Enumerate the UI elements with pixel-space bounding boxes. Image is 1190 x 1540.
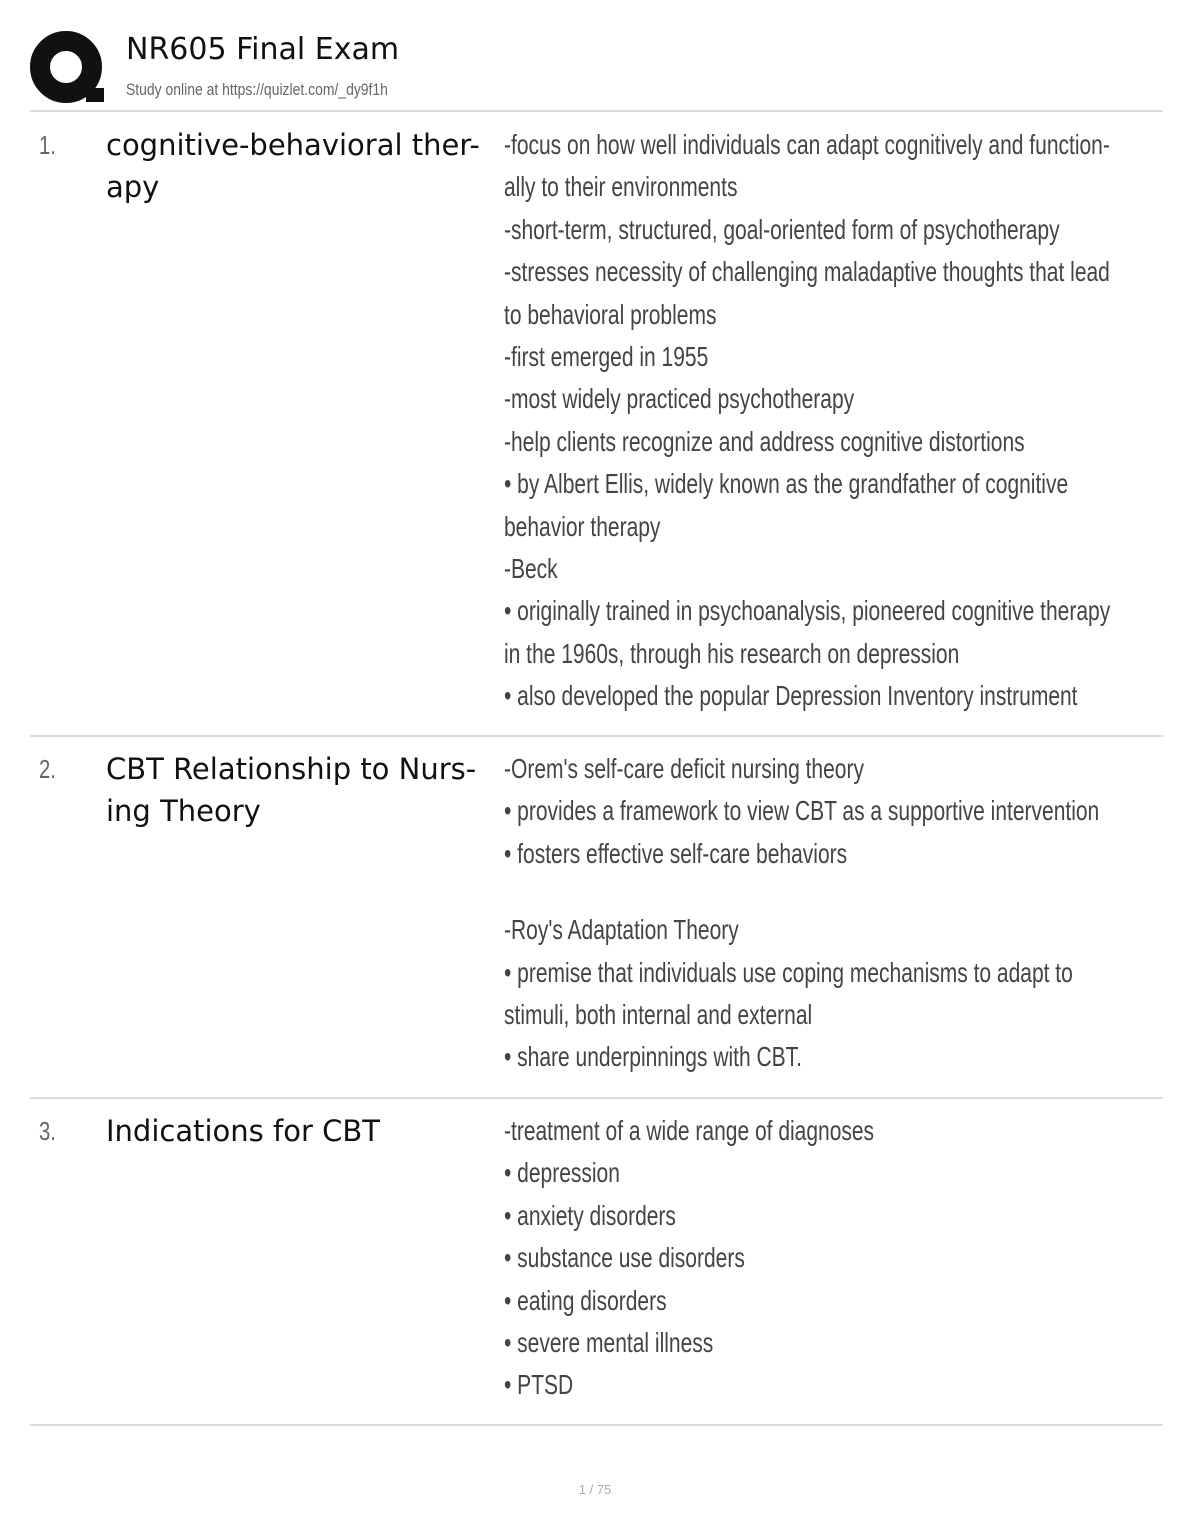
definition-line: • originally trained in psychoanalysis, pioneered cognitive therapy [504, 595, 1111, 627]
divider [30, 1097, 1163, 1099]
page-header [0, 0, 1190, 112]
term-line: Indications for CBT [106, 1114, 380, 1148]
definition-line: -most widely practiced psychotherapy [504, 383, 855, 415]
card-definition [504, 124, 1164, 717]
divider [30, 1424, 1163, 1426]
page-title: NR605 Final Exam [126, 32, 400, 67]
definition-line: • fosters effective self-care behaviors [504, 837, 848, 869]
definition-line: -Beck [504, 552, 558, 584]
term-line: ing Theory [106, 794, 261, 828]
definition-line: in the 1960s, through his research on depression [504, 637, 960, 669]
definition-line: -short-term, structured, goal-oriented form of psychotherapy [504, 213, 1060, 245]
card-term [106, 748, 488, 832]
definition-line: -first emerged in 1955 [504, 340, 709, 372]
definition-line: -treatment of a wide range of diagnoses [504, 1115, 875, 1146]
paragraph-gap [504, 875, 1164, 909]
term-line: CBT Relationship to Nurs- [106, 752, 477, 786]
definition-line: -stresses necessity of challenging maladaptive thoughts that lead [504, 256, 1110, 288]
definition-line: -Roy's Adaptation Theory [504, 914, 739, 946]
definition-line: • provides a framework to view CBT as a supportive intervention [504, 795, 1100, 827]
card-definition [504, 1110, 1164, 1407]
definition-line: • premise that individuals use coping mechanisms to adapt to [504, 956, 1073, 988]
divider [30, 110, 1163, 112]
card-number: 3. [39, 1116, 56, 1146]
definition-line: -Orem's self-care deficit nursing theory [504, 753, 864, 784]
definition-line: stimuli, both internal and external [504, 998, 813, 1030]
definition-line: • by Albert Ellis, widely known as the grandfather of cognitive [504, 468, 1069, 500]
definition-line: • substance use disorders [504, 1242, 745, 1274]
card-number: 1. [39, 130, 56, 160]
definition-line: -focus on how well individuals can adapt cognitively and function- [504, 129, 1110, 160]
definition-line: ally to their environments [504, 171, 738, 203]
term-line: cognitive-behavioral ther- [106, 128, 480, 162]
card-number: 2. [39, 754, 56, 784]
definition-line: • share underpinnings with CBT. [504, 1041, 803, 1073]
definition-line: • eating disorders [504, 1284, 667, 1316]
study-online-link[interactable]: Study online at https://quizlet.com/_dy9f1h [126, 80, 388, 99]
definition-line: • anxiety disorders [504, 1199, 676, 1231]
definition-line: • depression [504, 1157, 620, 1189]
definition-line: • also developed the popular Depression Inventory instrument [504, 680, 1078, 712]
card-term [106, 124, 488, 208]
definition-line: -help clients recognize and address cognitive distortions [504, 425, 1025, 457]
definition-line: behavior therapy [504, 510, 661, 542]
card-term [106, 1110, 488, 1152]
quizlet-logo-icon [30, 30, 106, 106]
definition-line: to behavioral problems [504, 298, 717, 330]
term-line: apy [106, 170, 160, 204]
definition-line: • PTSD [504, 1369, 574, 1401]
divider [30, 735, 1163, 737]
card-definition [504, 748, 1164, 1079]
page-number: 1 / 75 [578, 1482, 612, 1497]
definition-line: • severe mental illness [504, 1326, 714, 1358]
